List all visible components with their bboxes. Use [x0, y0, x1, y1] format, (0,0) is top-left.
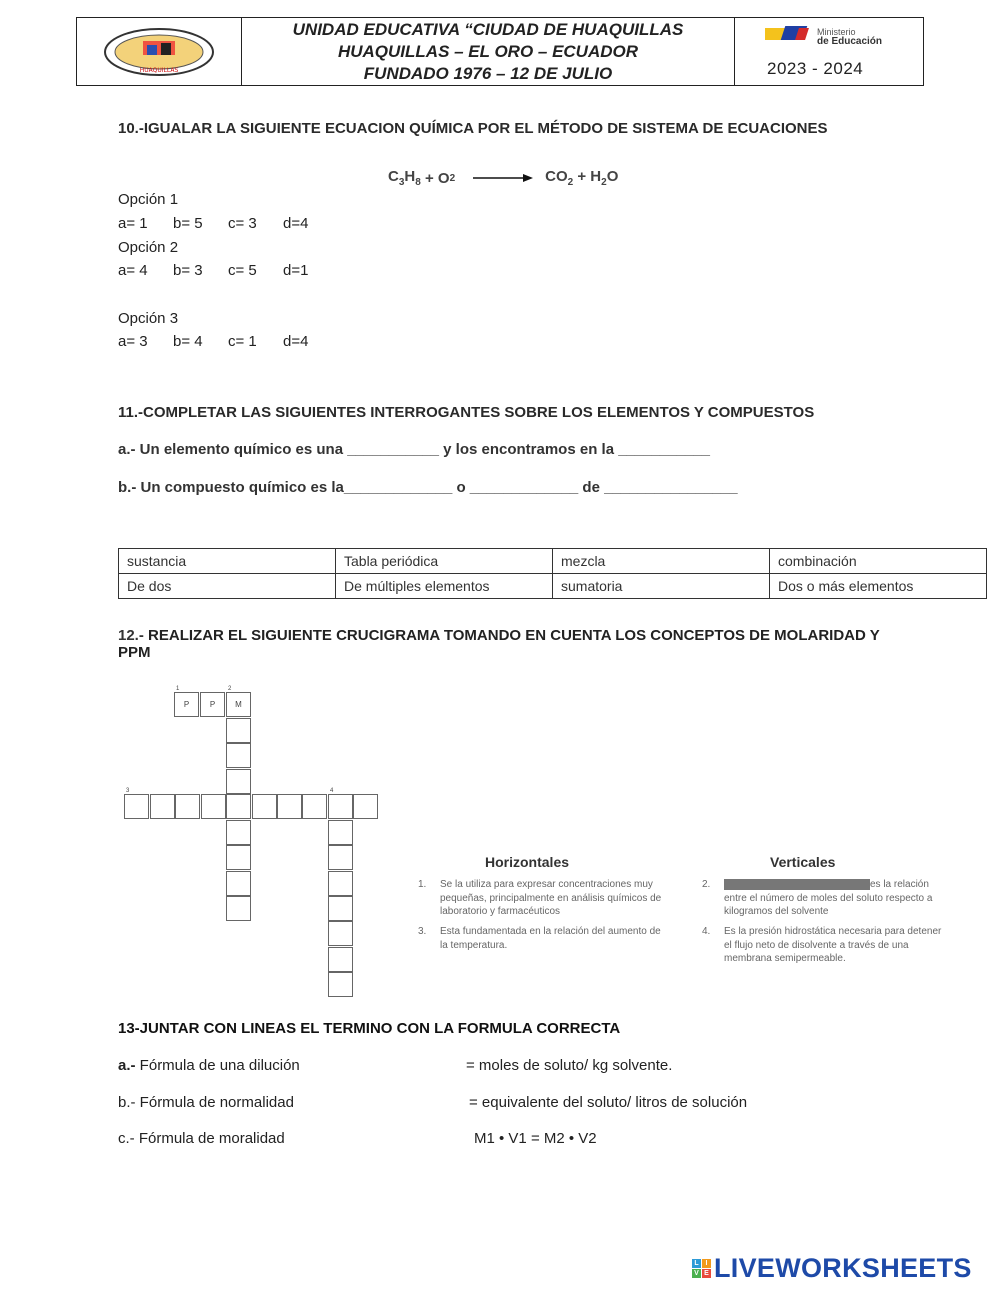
option-3-values: a= 3 b= 4 c= 1 d=4	[118, 333, 309, 350]
flag-red-icon	[795, 28, 809, 40]
crossword-cell[interactable]	[328, 896, 353, 921]
crossword-cell[interactable]	[328, 947, 353, 972]
ministry-cell	[735, 18, 923, 85]
crossword-cell[interactable]	[226, 845, 251, 870]
crossword-cell[interactable]	[226, 718, 251, 743]
q13-formula-a[interactable]: = moles de soluto/ kg solvente.	[466, 1057, 673, 1074]
q13-formula-b[interactable]: = equivalente del soluto/ litros de solución	[469, 1094, 748, 1111]
word-bank-table	[118, 548, 987, 599]
redacted-answer-bar	[724, 879, 870, 890]
q13-term-c[interactable]: c.- Fórmula de moralidad	[118, 1130, 285, 1147]
table-cell: De múltiples elementos	[336, 574, 553, 599]
crossword-cell[interactable]	[328, 845, 353, 870]
school-title	[242, 18, 735, 85]
title-line-3: FUNDADO 1976 – 12 DE JULIO	[363, 63, 613, 83]
clue-2: 2. es la relación entre el número de moles del soluto respecto a kilogramos del solvente	[702, 879, 933, 917]
crossword-cell[interactable]	[252, 794, 277, 819]
crossword-cell[interactable]	[328, 820, 353, 845]
table-row	[119, 574, 987, 599]
table-cell: combinación	[770, 549, 987, 574]
q12-title: 12.- REALIZAR EL SIGUIENTE CRUCIGRAMA TOMANDO EN CUENTA LOS CONCEPTOS DE MOLARIDAD Y PPM	[118, 627, 880, 661]
table-cell: Tabla periódica	[336, 549, 553, 574]
crossword-cell[interactable]	[226, 769, 251, 794]
crossword-cell[interactable]	[226, 794, 251, 819]
crossword-cell[interactable]	[226, 896, 251, 921]
crossword-cell[interactable]: 2 M	[226, 692, 251, 717]
clue-1: 1. Se la utiliza para expresar concentraciones muy pequeñas, principalmente en análisis químicos de laboratorio y farmacéuticos	[418, 879, 662, 917]
table-cell: De dos	[119, 574, 336, 599]
clue-4: 4. Es la presión hidrostática necesaria para detener el flujo neto de disolvente a través de una membrana semipermeable.	[702, 926, 942, 964]
crossword-cell[interactable]	[328, 972, 353, 997]
crossword-cell[interactable]	[226, 871, 251, 896]
reaction-arrow-icon	[473, 172, 533, 184]
crossword-cell[interactable]: 1 P	[174, 692, 199, 717]
option-2-label: Opción 2	[118, 239, 179, 256]
crossword-cell[interactable]: 3	[124, 794, 149, 819]
crossword-cell[interactable]	[277, 794, 302, 819]
brand-wordmark: LIVEWORKSHEETS	[714, 1253, 972, 1283]
ministry-label: Ministerio de Educación	[817, 27, 883, 47]
logo-bottom-text: HUAQUILLAS	[139, 66, 179, 74]
q11-statement-a: a.- Un elemento químico es una ___________ y los encontramos en la ___________	[118, 441, 710, 458]
clue-3: 3. Esta fundamentada en la relación del aumento de la temperatura.	[418, 926, 661, 951]
crossword-cell[interactable]	[175, 794, 200, 819]
school-seal-logo	[103, 27, 215, 77]
crossword-cell[interactable]: P	[200, 692, 225, 717]
q13-title: 13-JUNTAR CON LINEAS EL TERMINO CON LA FORMULA CORRECTA	[118, 1020, 621, 1037]
liveworksheets-logo[interactable]	[692, 1253, 972, 1284]
crossword-cell[interactable]	[226, 743, 251, 768]
chemical-equation: $C_3H_8$ + O 2 $CO_2 + H_2O$	[388, 168, 619, 188]
q10-title: 10.-IGUALAR LA SIGUIENTE ECUACION QUÍMICA POR EL MÉTODO DE SISTEMA DE ECUACIONES	[118, 120, 828, 137]
crossword-cell[interactable]	[328, 921, 353, 946]
reactant-propane: $C_3H_8$	[388, 168, 421, 188]
q13-term-b[interactable]: b.- Fórmula de normalidad	[118, 1094, 294, 1111]
table-cell: Dos o más elementos	[770, 574, 987, 599]
verticales-heading: Verticales	[770, 854, 836, 870]
table-row	[119, 549, 987, 574]
live-badge-icon: L I V E	[692, 1259, 711, 1278]
products: $CO_2 + H_2O$	[545, 168, 619, 188]
table-cell: sumatoria	[553, 574, 770, 599]
q11-title: 11.-COMPLETAR LAS SIGUIENTES INTERROGANTES SOBRE LOS ELEMENTOS Y COMPUESTOS	[118, 404, 815, 421]
option-2-values: a= 4 b= 3 c= 5 d=1	[118, 262, 309, 279]
q13-term-a[interactable]: a.- Fórmula de una dilución	[118, 1057, 300, 1074]
crossword-cell[interactable]: 4	[328, 794, 353, 819]
title-line-1: UNIDAD EDUCATIVA “CIUDAD DE HUAQUILLAS	[292, 19, 684, 39]
crossword-cell[interactable]	[328, 871, 353, 896]
crossword-cell[interactable]	[201, 794, 226, 819]
option-1-label: Opción 1	[118, 191, 179, 208]
crossword-cell[interactable]	[353, 794, 378, 819]
title-line-2: HUAQUILLAS – EL ORO – ECUADOR	[337, 41, 639, 61]
horizontales-heading: Horizontales	[485, 854, 570, 870]
crossword-cell[interactable]	[226, 820, 251, 845]
q11-statement-b: b.- Un compuesto químico es la_____________ o _____________ de ________________	[118, 479, 738, 496]
table-cell: sustancia	[119, 549, 336, 574]
school-logo-cell	[77, 18, 242, 85]
crossword-cell[interactable]	[150, 794, 175, 819]
header-table	[76, 17, 924, 86]
q13-formula-c[interactable]: M1 • V1 = M2 • V2	[474, 1130, 597, 1147]
school-years: 2023 - 2024	[767, 59, 864, 78]
table-cell: mezcla	[553, 549, 770, 574]
option-3-label: Opción 3	[118, 310, 179, 327]
crossword-cell[interactable]	[302, 794, 327, 819]
option-1-values: a= 1 b= 5 c= 3 d=4	[118, 215, 309, 232]
